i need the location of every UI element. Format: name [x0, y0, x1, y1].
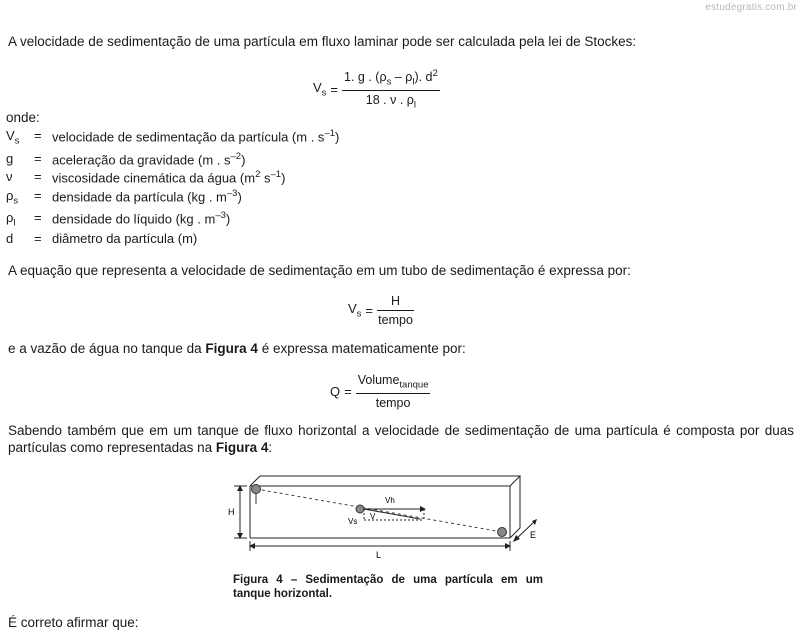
formula3-numerator: Volume$_{tanque}$: [356, 373, 431, 394]
label-v: V: [370, 512, 376, 521]
onde-label: onde:: [6, 110, 40, 125]
formula1-numerator: 1. g . $(\rho_s - \rho_l)$. $d^2$: [342, 68, 440, 91]
label-vs: Vs: [348, 517, 358, 526]
formula1-denominator: 18 . ν . $\rho_l$: [365, 92, 417, 111]
formula1-lhs: $V_s$: [313, 79, 327, 99]
particle-end: [498, 528, 507, 537]
formula1-equals: =: [330, 81, 339, 97]
tube-formula: $V_s$ = $\frac{H}{\text{tempo}}$: [348, 294, 413, 327]
definition-nu: ν = viscosidade cinemática da água ($m^2$ $s^{-1}$): [6, 169, 286, 186]
particle-middle: [356, 505, 364, 513]
definition-rho-s: $\rho_s$ = densidade da partícula (kg . $m^{-3}$): [6, 188, 242, 207]
label-l: L: [376, 550, 382, 560]
definition-g: g = aceleração da gravidade (m . $s^{-2}$): [6, 151, 246, 168]
formula2-numerator: H: [377, 294, 414, 311]
tank-outline: [250, 476, 520, 538]
figure-4-caption: Figura 4 – Sedimentação de uma partícula em um tanque horizontal.: [233, 574, 543, 600]
definition-d: d = diâmetro da partícula (m): [6, 231, 198, 246]
question-prompt: É correto afirmar que:: [8, 615, 139, 630]
figure-4-tank-diagram: [220, 466, 560, 566]
particle-start: [252, 485, 261, 494]
particle-trajectory: [256, 489, 502, 532]
label-e: E: [530, 530, 537, 540]
formula2-denominator: tempo: [378, 313, 413, 327]
intro-paragraph: A velocidade de sedimentação de uma partícula em fluxo laminar pode ser calculada pela lei de Stockes:: [8, 34, 637, 49]
formula3-denominator: tempo: [375, 395, 411, 410]
definition-vs: $V_s$ = velocidade de sedimentação da partícula (m . $s^{-1}$): [6, 128, 340, 147]
paragraph-tube: A equação que representa a velocidade de sedimentação em um tubo de sedimentação é expressa por:: [8, 263, 631, 278]
paragraph-flow: e a vazão de água no tanque da Figura 4 é expressa matematicamente por:: [8, 341, 466, 356]
stokes-formula: [313, 68, 440, 110]
label-vh: Vh: [385, 496, 395, 505]
watermark: estudegratis.com.br: [705, 2, 797, 13]
label-h: H: [228, 507, 235, 517]
formula1-fraction: [342, 68, 440, 110]
paragraph-horizontal-tank: Sabendo também que em um tanque de fluxo horizontal a velocidade de sedimentação de uma partícula é composta por duas partículas como representadas na Figura 4:: [8, 423, 794, 455]
flow-formula: Q = $\frac{Volume_{tanque}}{\text{tempo}}$: [330, 373, 429, 410]
definition-rho-l: $\rho_l$ = densidade do líquido (kg . $m^{-3}$): [6, 210, 231, 229]
